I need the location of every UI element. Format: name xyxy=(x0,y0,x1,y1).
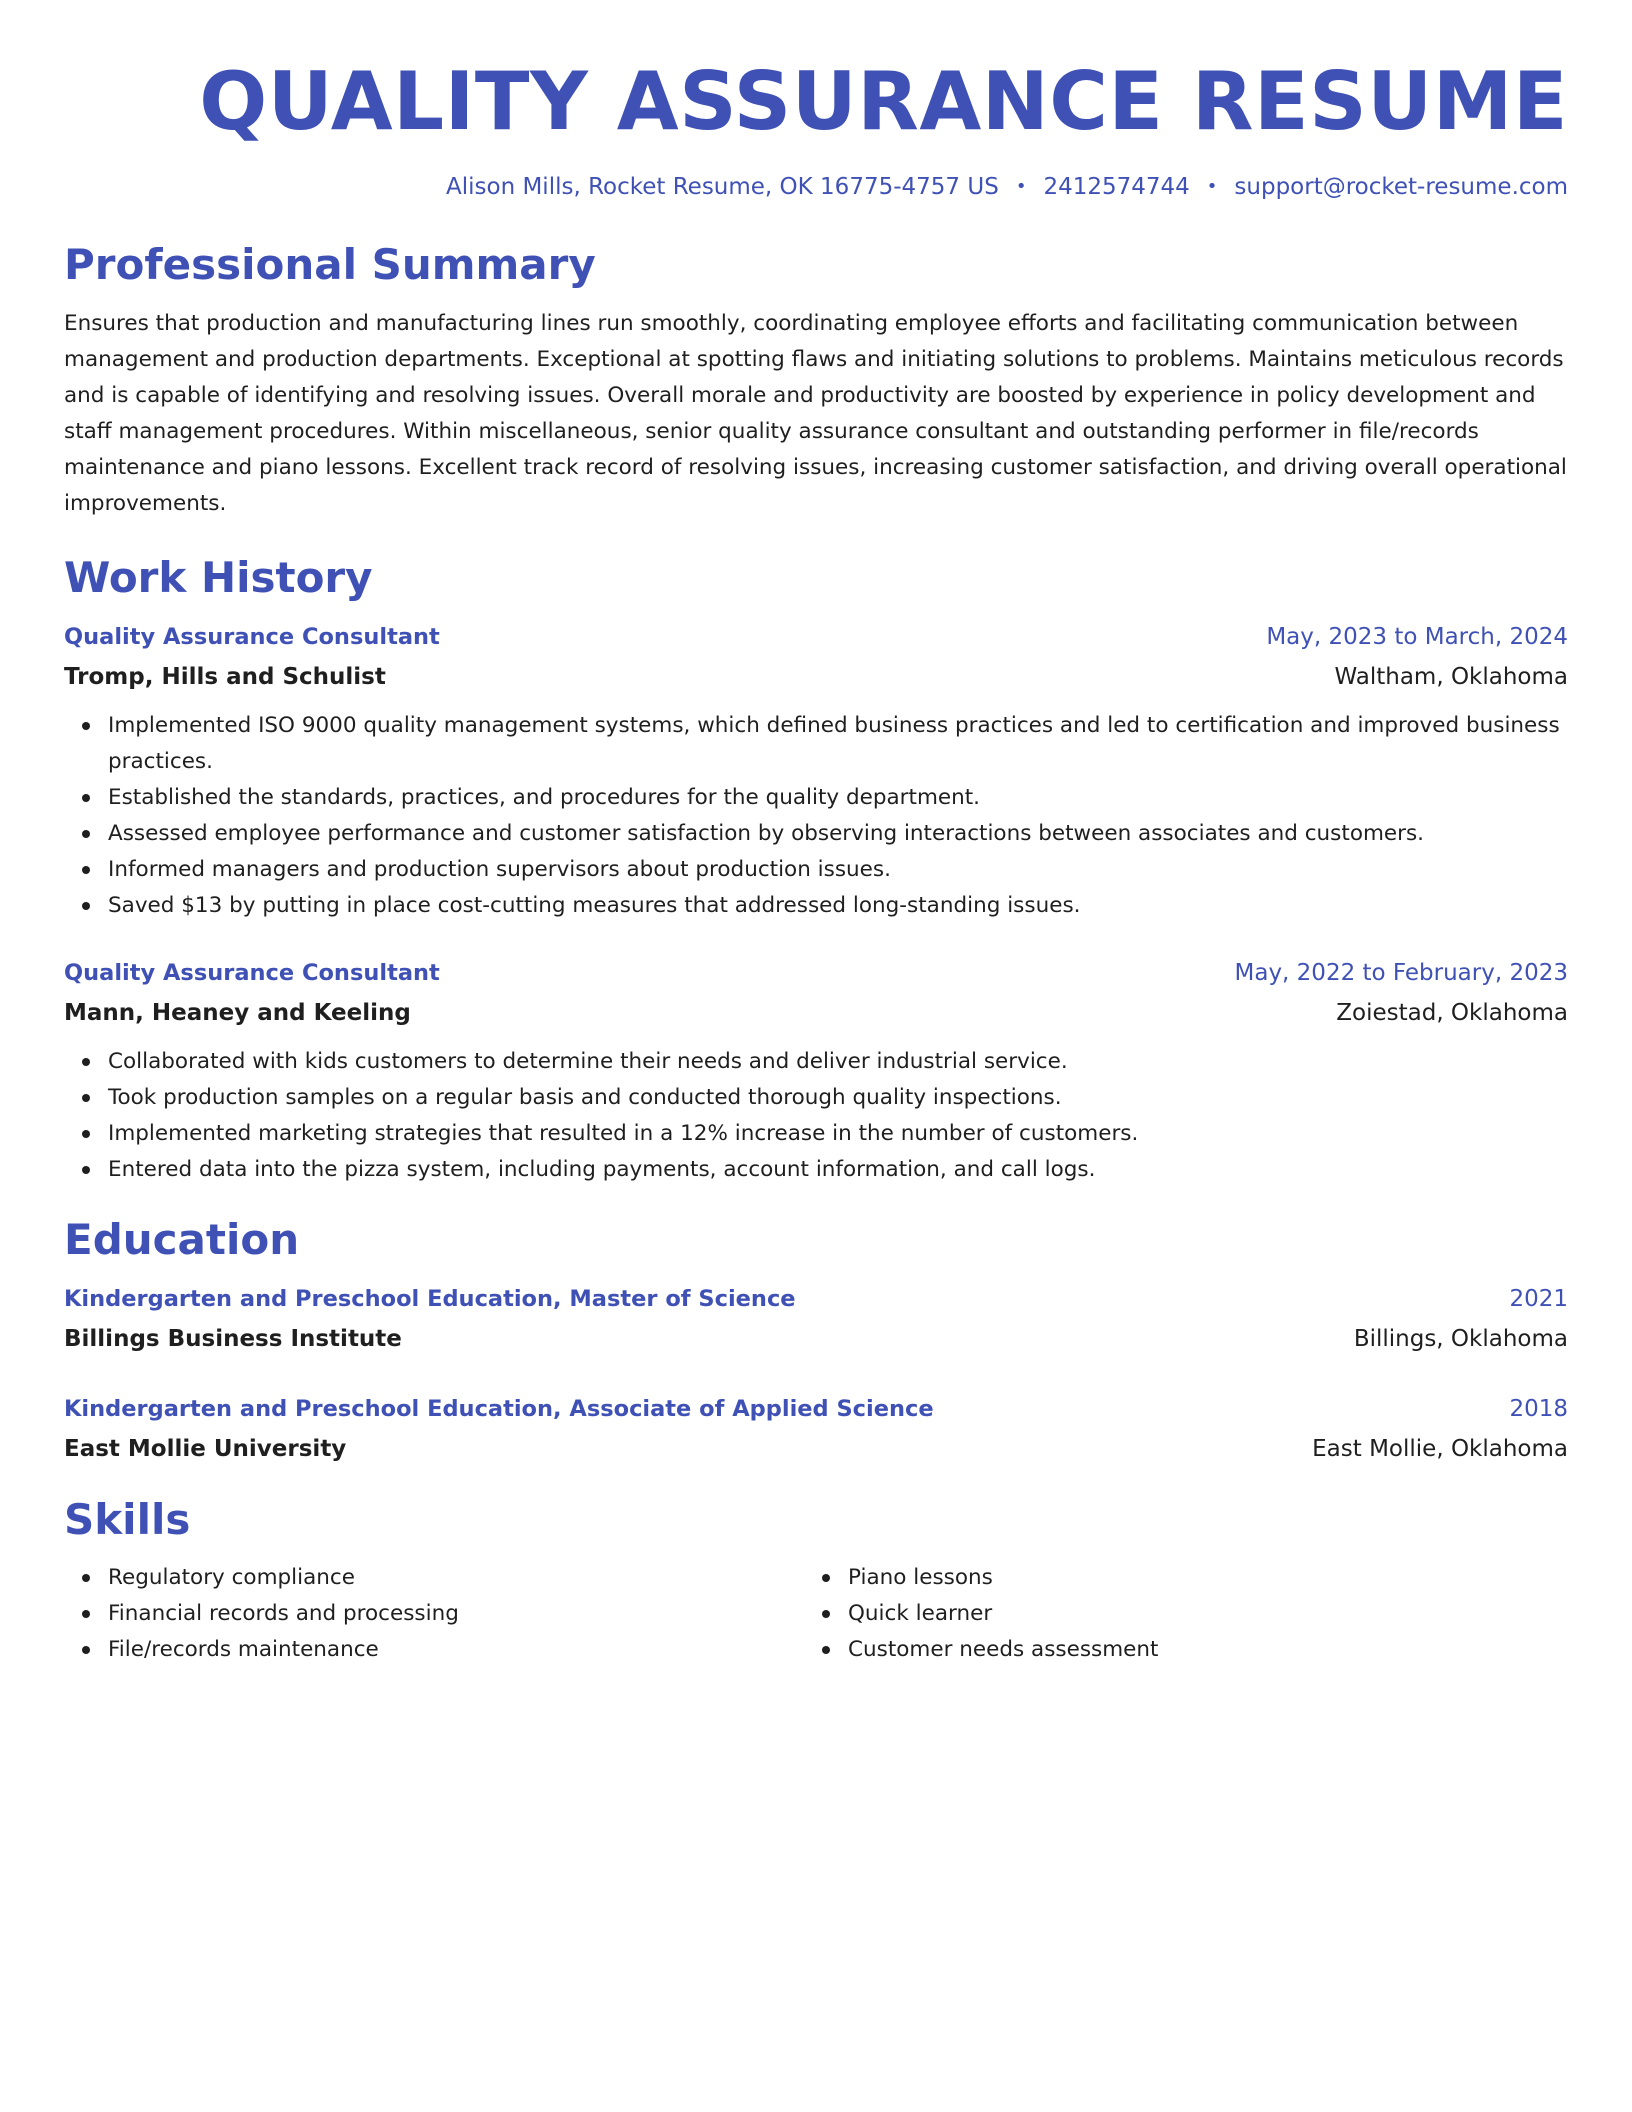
education-header-row xyxy=(64,1392,1568,1426)
education-entry xyxy=(64,1392,1568,1466)
summary-section xyxy=(64,237,1568,522)
contact-address: Alison Mills, Rocket Resume, OK 16775-4757 US xyxy=(446,174,999,200)
job-entry xyxy=(64,956,1568,1188)
education-section xyxy=(64,1212,1568,1466)
summary-text: Ensures that production and manufacturing lines run smoothly, coordinating employee efforts and facilitating communication between management and production departments. Exceptional at spotting flaws and initiating solutions to problems. Maintains meticulous records and is capable of identifying and resolving issues. Overall morale and productivity are boosted by experience in policy development and staff management procedures. Within miscellaneous, senior quality assurance consultant and outstanding performer in file/records maintenance and piano lessons. Excellent track record of resolving issues, increasing customer satisfaction, and driving overall operational improvements. xyxy=(64,311,1567,516)
job-location: Waltham, Oklahoma xyxy=(1334,664,1568,690)
job-company: Tromp, Hills and Schulist xyxy=(64,664,386,690)
skill-item: Financial records and processing xyxy=(108,1596,804,1632)
job-bullets xyxy=(64,708,1568,924)
job-entry xyxy=(64,620,1568,924)
education-entry xyxy=(64,1282,1568,1356)
education-degree: Kindergarten and Preschool Education, Associate of Applied Science xyxy=(64,1396,934,1422)
skill-item: Customer needs assessment xyxy=(848,1632,1544,1668)
job-bullet: Took production samples on a regular basis and conducted thorough quality inspections. xyxy=(108,1080,1568,1116)
skill-item: Regulatory compliance xyxy=(108,1560,804,1596)
education-school-row xyxy=(64,1432,1568,1466)
work-history-section xyxy=(64,550,1568,1188)
job-bullet: Assessed employee performance and customer satisfaction by observing interactions between associates and customers. xyxy=(108,816,1568,852)
education-school-row xyxy=(64,1322,1568,1356)
job-header-row xyxy=(64,620,1568,654)
job-location: Zoiestad, Oklahoma xyxy=(1336,1000,1568,1026)
contact-phone: 2412574744 xyxy=(1043,174,1190,200)
contact-separator: • xyxy=(1015,176,1027,197)
job-dates: May, 2023 to March, 2024 xyxy=(1266,624,1568,650)
education-heading: Education xyxy=(64,1215,300,1264)
contact-line xyxy=(64,170,1568,204)
education-location: Billings, Oklahoma xyxy=(1353,1326,1568,1352)
job-dates: May, 2022 to February, 2023 xyxy=(1234,960,1568,986)
job-bullet: Implemented marketing strategies that resulted in a 12% increase in the number of customers. xyxy=(108,1116,1568,1152)
education-location: East Mollie, Oklahoma xyxy=(1312,1436,1568,1462)
job-company-row xyxy=(64,660,1568,694)
contact-separator: • xyxy=(1206,176,1218,197)
resume-title: QUALITY ASSURANCE RESUME xyxy=(199,55,1568,148)
job-company-row xyxy=(64,996,1568,1030)
skills-heading: Skills xyxy=(64,1495,191,1544)
job-company: Mann, Heaney and Keeling xyxy=(64,1000,411,1026)
job-role: Quality Assurance Consultant xyxy=(64,624,440,650)
education-year: 2018 xyxy=(1509,1396,1568,1422)
education-school: East Mollie University xyxy=(64,1436,347,1462)
skill-item: File/records maintenance xyxy=(108,1632,804,1668)
education-degree: Kindergarten and Preschool Education, Master of Science xyxy=(64,1286,796,1312)
education-header-row xyxy=(64,1282,1568,1316)
contact-email: support@rocket-resume.com xyxy=(1234,174,1568,200)
education-school: Billings Business Institute xyxy=(64,1326,402,1352)
summary-heading: Professional Summary xyxy=(64,240,596,289)
job-bullet: Collaborated with kids customers to determine their needs and deliver industrial service. xyxy=(108,1044,1568,1080)
job-bullets xyxy=(64,1044,1568,1188)
skills-list xyxy=(64,1560,804,1668)
skill-item: Piano lessons xyxy=(848,1560,1544,1596)
work-history-heading: Work History xyxy=(64,553,373,602)
skills-column-left xyxy=(64,1560,804,1668)
job-header-row xyxy=(64,956,1568,990)
skill-item: Quick learner xyxy=(848,1596,1544,1632)
job-bullet: Informed managers and production supervisors about production issues. xyxy=(108,852,1568,888)
skills-grid xyxy=(64,1560,1568,1668)
job-bullet: Established the standards, practices, and procedures for the quality department. xyxy=(108,780,1568,816)
job-bullet: Saved $13 by putting in place cost-cutting measures that addressed long-standing issues. xyxy=(108,888,1568,924)
job-role: Quality Assurance Consultant xyxy=(64,960,440,986)
skills-column-right xyxy=(804,1560,1544,1668)
education-year: 2021 xyxy=(1509,1286,1568,1312)
job-bullet: Implemented ISO 9000 quality management systems, which defined business practices and led to certification and improved business practices. xyxy=(108,708,1568,780)
skills-list xyxy=(804,1560,1544,1668)
job-bullet: Entered data into the pizza system, including payments, account information, and call logs. xyxy=(108,1152,1568,1188)
skills-section xyxy=(64,1492,1568,1668)
